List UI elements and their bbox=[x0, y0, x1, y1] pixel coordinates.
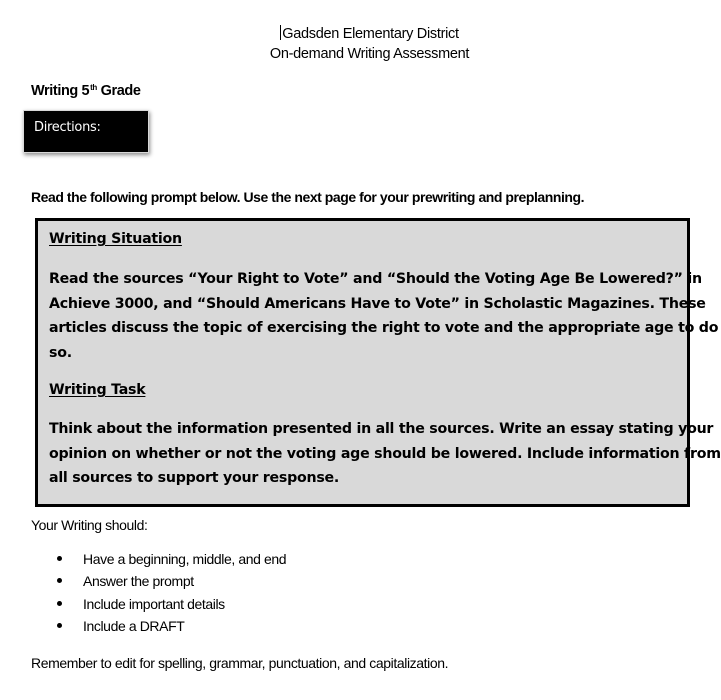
grade-ordinal-suffix: th bbox=[90, 83, 97, 92]
bullet-icon bbox=[57, 601, 62, 606]
situation-line: articles discuss the topic of exercising the right to vote and the appropriate age to do bbox=[49, 320, 719, 336]
writing-task-heading: Writing Task bbox=[49, 382, 146, 398]
instruction-text: Read the following prompt below. Use the next page for your prewriting and preplanning. bbox=[31, 189, 585, 205]
situation-line: so. bbox=[49, 344, 72, 361]
list-item-text: Include important details bbox=[83, 595, 225, 612]
task-line: opinion on whether or not the voting age should be lowered. Include information from bbox=[49, 445, 721, 462]
grade-prefix: Writing 5 bbox=[31, 83, 90, 99]
bullet-icon bbox=[57, 556, 62, 561]
list-item-text: Have a beginning, middle, and end bbox=[83, 551, 287, 567]
district-title-text: Gadsden Elementary District bbox=[282, 26, 459, 42]
directions-box bbox=[23, 110, 149, 153]
bullet-icon bbox=[57, 578, 62, 583]
grade-label: Grade bbox=[100, 83, 141, 99]
assessment-title: On-demand Writing Assessment bbox=[269, 46, 470, 62]
list-item-text: Include a DRAFT bbox=[83, 617, 185, 634]
directions-label: Directions: bbox=[34, 120, 101, 135]
writing-task-body bbox=[49, 417, 721, 491]
bullet-icon bbox=[57, 623, 62, 628]
district-title bbox=[9, 25, 721, 42]
writing-situation-heading: Writing Situation bbox=[49, 231, 182, 247]
situation-line: Read the sources “Your Right to Vote” and “Should the Voting Age Be Lowered?” in bbox=[49, 271, 702, 287]
situation-line: Achieve 3000, and “Should Americans Have to Vote” in Scholastic Magazines. These bbox=[49, 295, 706, 312]
reminder-text: Remember to edit for spelling, grammar, punctuation, and capitalization. bbox=[31, 655, 449, 671]
prompt-box bbox=[35, 218, 721, 507]
writing-should-label: Your Writing should: bbox=[31, 517, 148, 533]
list-item-text: Answer the prompt bbox=[83, 573, 194, 590]
task-line: all sources to support your response. bbox=[49, 470, 340, 486]
task-line: Think about the information presented in all the sources. Write an essay stating your bbox=[49, 421, 714, 437]
writing-situation-body bbox=[49, 267, 718, 365]
grade-heading bbox=[31, 83, 141, 99]
